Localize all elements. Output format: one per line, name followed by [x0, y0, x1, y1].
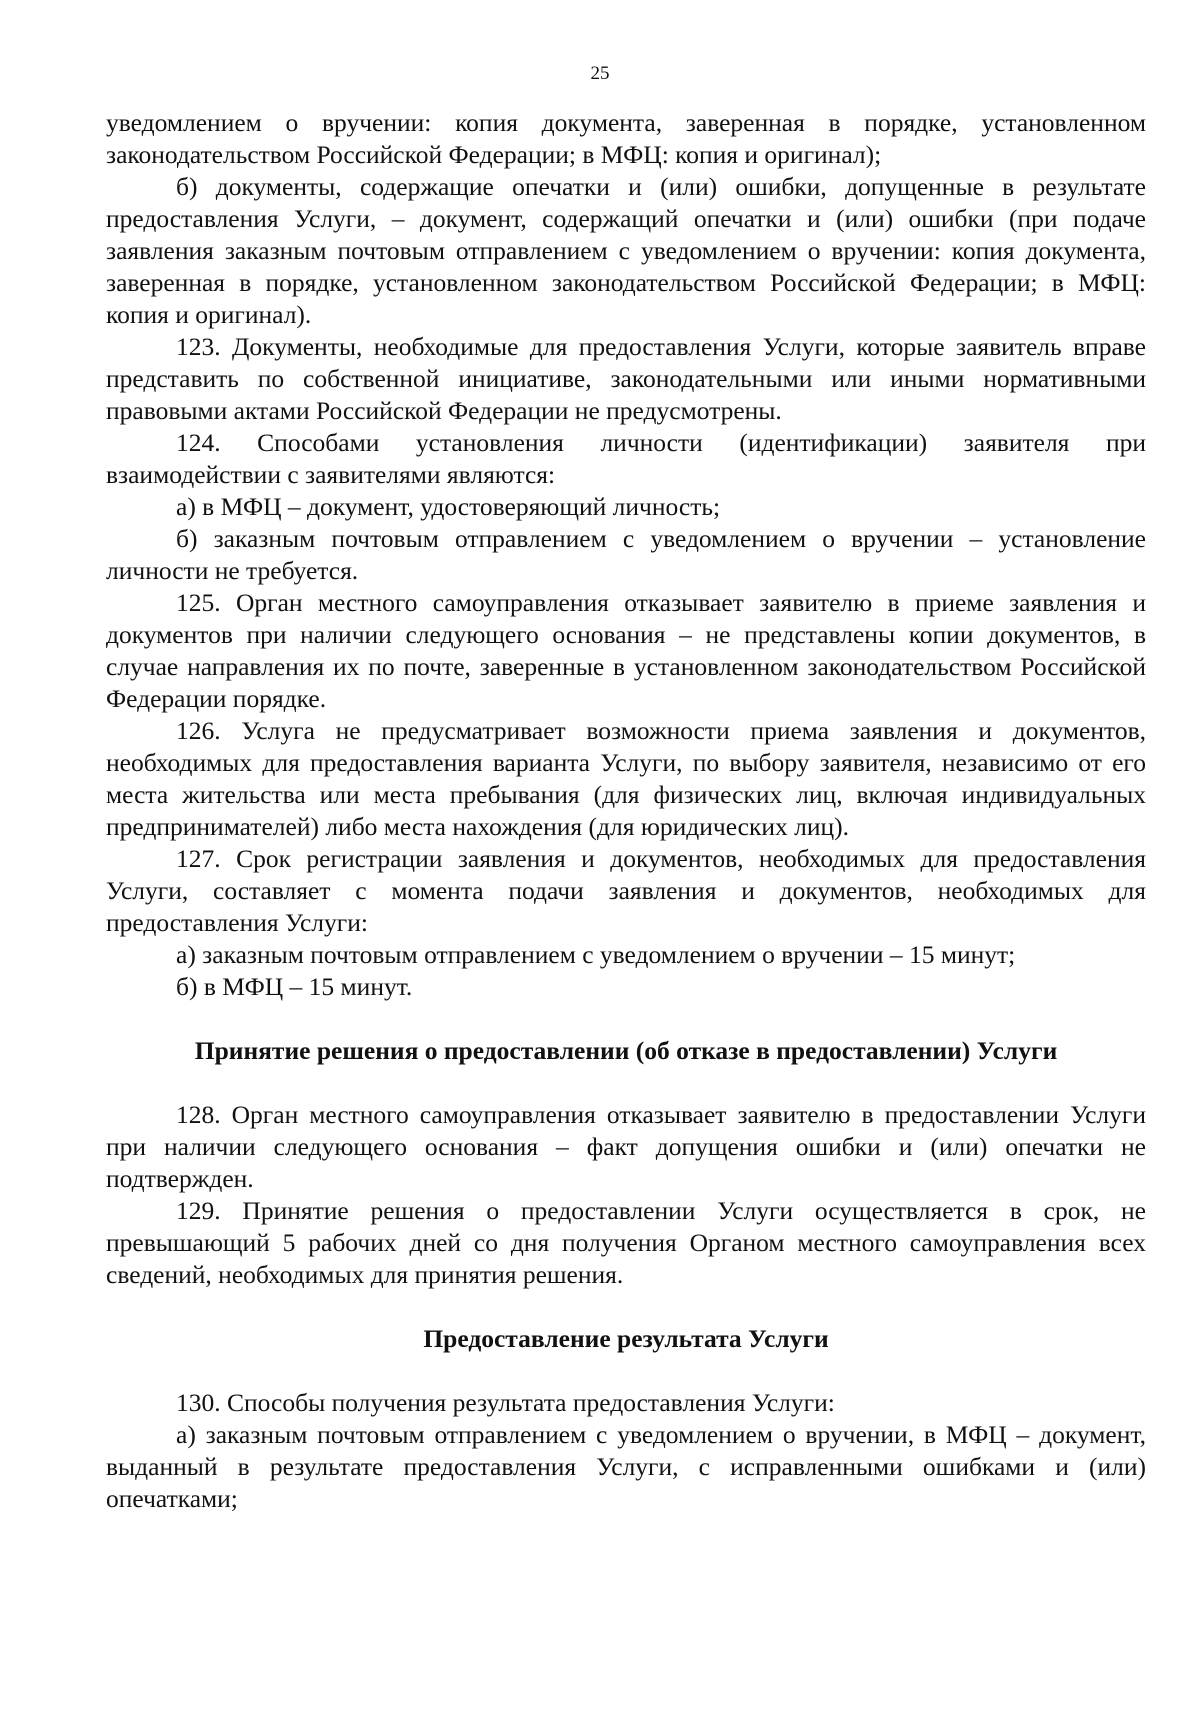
paragraph-127-a: а) заказным почтовым отправлением с уведомлением о вручении – 15 минут; [176, 940, 1016, 969]
paragraph-130-a: а) заказным почтовым отправлением с уведомлением о вручении, в МФЦ – документ, выданный в результате предоставления Услуги, с исправленными ошибками и (или) опечатками; [106, 1420, 1146, 1513]
paragraph-127: 127. Срок регистрации заявления и документов, необходимых для предоставления Услуги, составляет с момента подачи заявления и документов, необходимых для предоставления Услуги: [106, 844, 1146, 937]
paragraph-124: 124. Способами установления личности (идентификации) заявителя при взаимодействии с заявителями являются: [106, 428, 1146, 489]
section-heading-result: Предоставление результата Услуги [423, 1324, 829, 1353]
paragraph-item-b-documents: б) документы, содержащие опечатки и (или) ошибки, допущенные в результате предоставления Услуги, – документ, содержащий опечатки и (или) ошибки (при подаче заявления заказным почтовым отправлением с уведомлением о вручении: копия документа, заверенная в порядке, установленном законодательством Российской Федерации; в МФЦ: копия и оригинал). [106, 172, 1146, 329]
document-body [106, 107, 1146, 1515]
section-heading-decision: Принятие решения о предоставлении (об отказе в предоставлении) Услуги [194, 1036, 1058, 1065]
paragraph-126: 126. Услуга не предусматривает возможности приема заявления и документов, необходимых для предоставления варианта Услуги, по выбору заявителя, независимо от его места жительства или места пребывания (для физических лиц, включая индивидуальных предпринимателей) либо места нахождения (для юридических лиц). [106, 716, 1146, 841]
paragraph-130: 130. Способы получения результата предоставления Услуги: [176, 1388, 835, 1417]
paragraph-129: 129. Принятие решения о предоставлении Услуги осуществляется в срок, не превышающий 5 рабочих дней со дня получения Органом местного самоуправления всех сведений, необходимых для принятия решения. [106, 1196, 1146, 1289]
paragraph-127-b: б) в МФЦ – 15 минут. [176, 972, 413, 1001]
paragraph-124-a: а) в МФЦ – документ, удостоверяющий личность; [176, 492, 721, 521]
paragraph-125: 125. Орган местного самоуправления отказывает заявителю в приеме заявления и документов при наличии следующего основания – не представлены копии документов, в случае направления их по почте, заверенные в установленном законодательством Российской Федерации порядке. [106, 588, 1146, 713]
page-number: 25 [590, 63, 610, 84]
paragraph-continuation: уведомлением о вручении: копия документа, заверенная в порядке, установленном законодательством Российской Федерации; в МФЦ: копия и оригинал); [106, 108, 1146, 169]
paragraph-124-b: б) заказным почтовым отправлением с уведомлением о вручении – установление личности не требуется. [106, 524, 1146, 585]
paragraph-123: 123. Документы, необходимые для предоставления Услуги, которые заявитель вправе представить по собственной инициативе, законодательными или иными нормативными правовыми актами Российской Федерации не предусмотрены. [106, 332, 1146, 425]
paragraph-128: 128. Орган местного самоуправления отказывает заявителю в предоставлении Услуги при наличии следующего основания – факт допущения ошибки и (или) опечатки не подтвержден. [106, 1100, 1146, 1193]
